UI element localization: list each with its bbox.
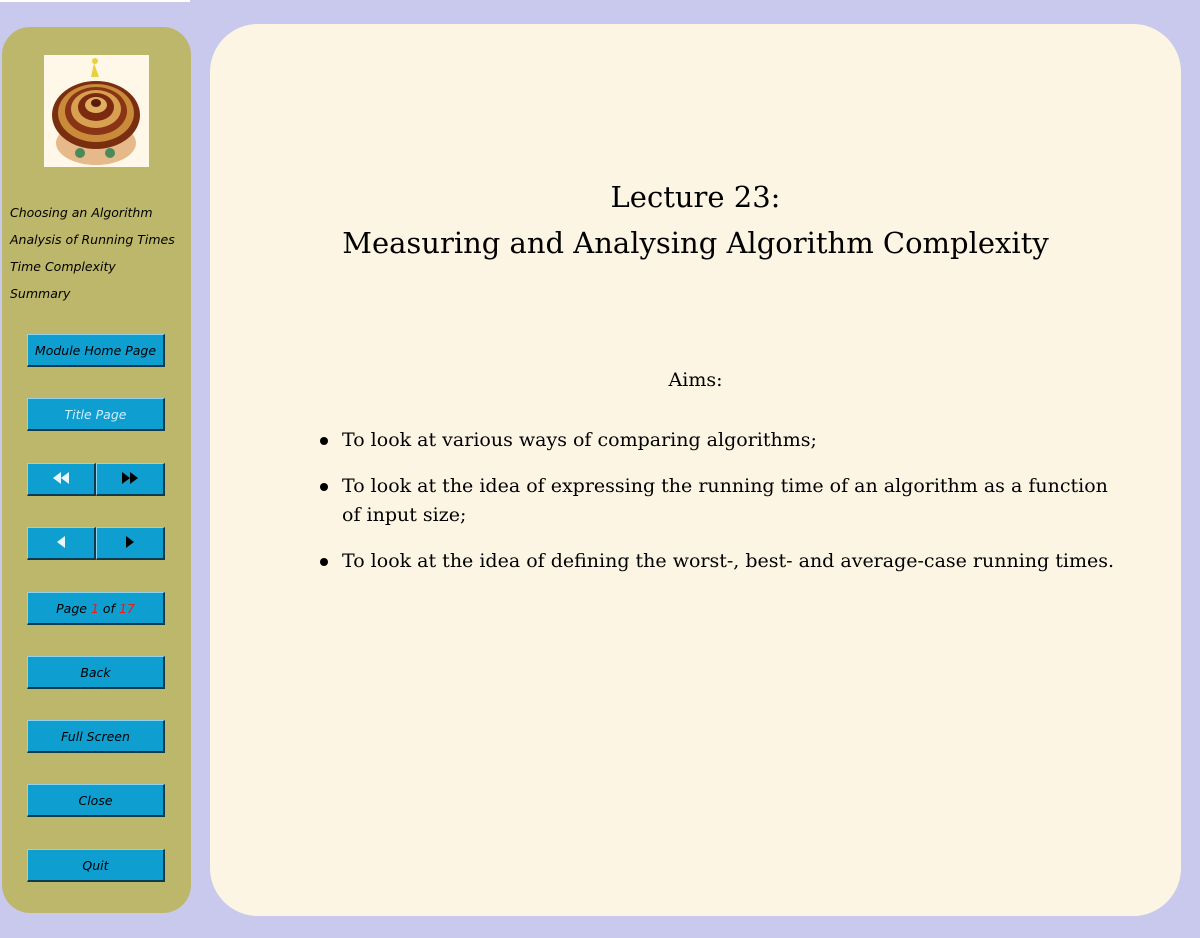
full-screen-button[interactable]: Full Screen bbox=[27, 720, 165, 753]
close-button[interactable]: Close bbox=[27, 784, 165, 817]
list-item bbox=[318, 472, 1118, 530]
double-right-arrow-icon bbox=[122, 472, 138, 487]
last-page-button[interactable] bbox=[96, 463, 165, 496]
nav-link-choosing-algorithm[interactable]: Choosing an Algorithm bbox=[10, 205, 153, 220]
bullet-icon bbox=[320, 437, 328, 445]
spiral-logo-icon bbox=[44, 55, 149, 167]
back-button[interactable]: Back bbox=[27, 656, 165, 689]
total-page-number: 17 bbox=[118, 600, 135, 616]
page-of-label: of bbox=[102, 600, 115, 616]
nav-link-summary[interactable]: Summary bbox=[10, 286, 71, 301]
nav-link-time-complexity[interactable]: Time Complexity bbox=[10, 259, 116, 274]
title-page-button[interactable]: Title Page bbox=[27, 398, 165, 431]
list-item-text: To look at various ways of comparing algorithms; bbox=[342, 429, 817, 451]
bullet-icon bbox=[320, 483, 328, 491]
bullet-icon bbox=[320, 558, 328, 566]
module-home-page-button[interactable]: Module Home Page bbox=[27, 334, 165, 367]
list-item-text: To look at the idea of defining the worst-, best- and average-case running times. bbox=[342, 550, 1114, 572]
navigation-sidebar bbox=[2, 27, 191, 913]
first-page-button[interactable] bbox=[27, 463, 96, 496]
double-left-arrow-icon bbox=[53, 472, 69, 487]
slide-title bbox=[210, 174, 1181, 266]
list-item-text: To look at the idea of expressing the running time of an algorithm as a function of input size; bbox=[342, 475, 1108, 526]
previous-page-button[interactable] bbox=[27, 527, 96, 560]
slide-content bbox=[210, 24, 1181, 916]
aims-heading: Aims: bbox=[668, 369, 723, 391]
next-page-button[interactable] bbox=[96, 527, 165, 560]
aims-list bbox=[318, 426, 1118, 593]
title-line-2: Measuring and Analysing Algorithm Complexity bbox=[342, 226, 1049, 260]
page-label: Page bbox=[56, 600, 87, 616]
title-line-1: Lecture 23: bbox=[610, 180, 781, 214]
right-arrow-icon bbox=[126, 536, 134, 551]
page-indicator-button[interactable] bbox=[27, 592, 165, 625]
list-item bbox=[318, 547, 1118, 576]
current-page-number: 1 bbox=[90, 600, 99, 616]
quit-button[interactable]: Quit bbox=[27, 849, 165, 882]
list-item bbox=[318, 426, 1118, 455]
top-strip bbox=[0, 0, 190, 2]
section-nav bbox=[10, 199, 190, 307]
left-arrow-icon bbox=[57, 536, 65, 551]
nav-link-analysis-running-times[interactable]: Analysis of Running Times bbox=[10, 232, 175, 247]
